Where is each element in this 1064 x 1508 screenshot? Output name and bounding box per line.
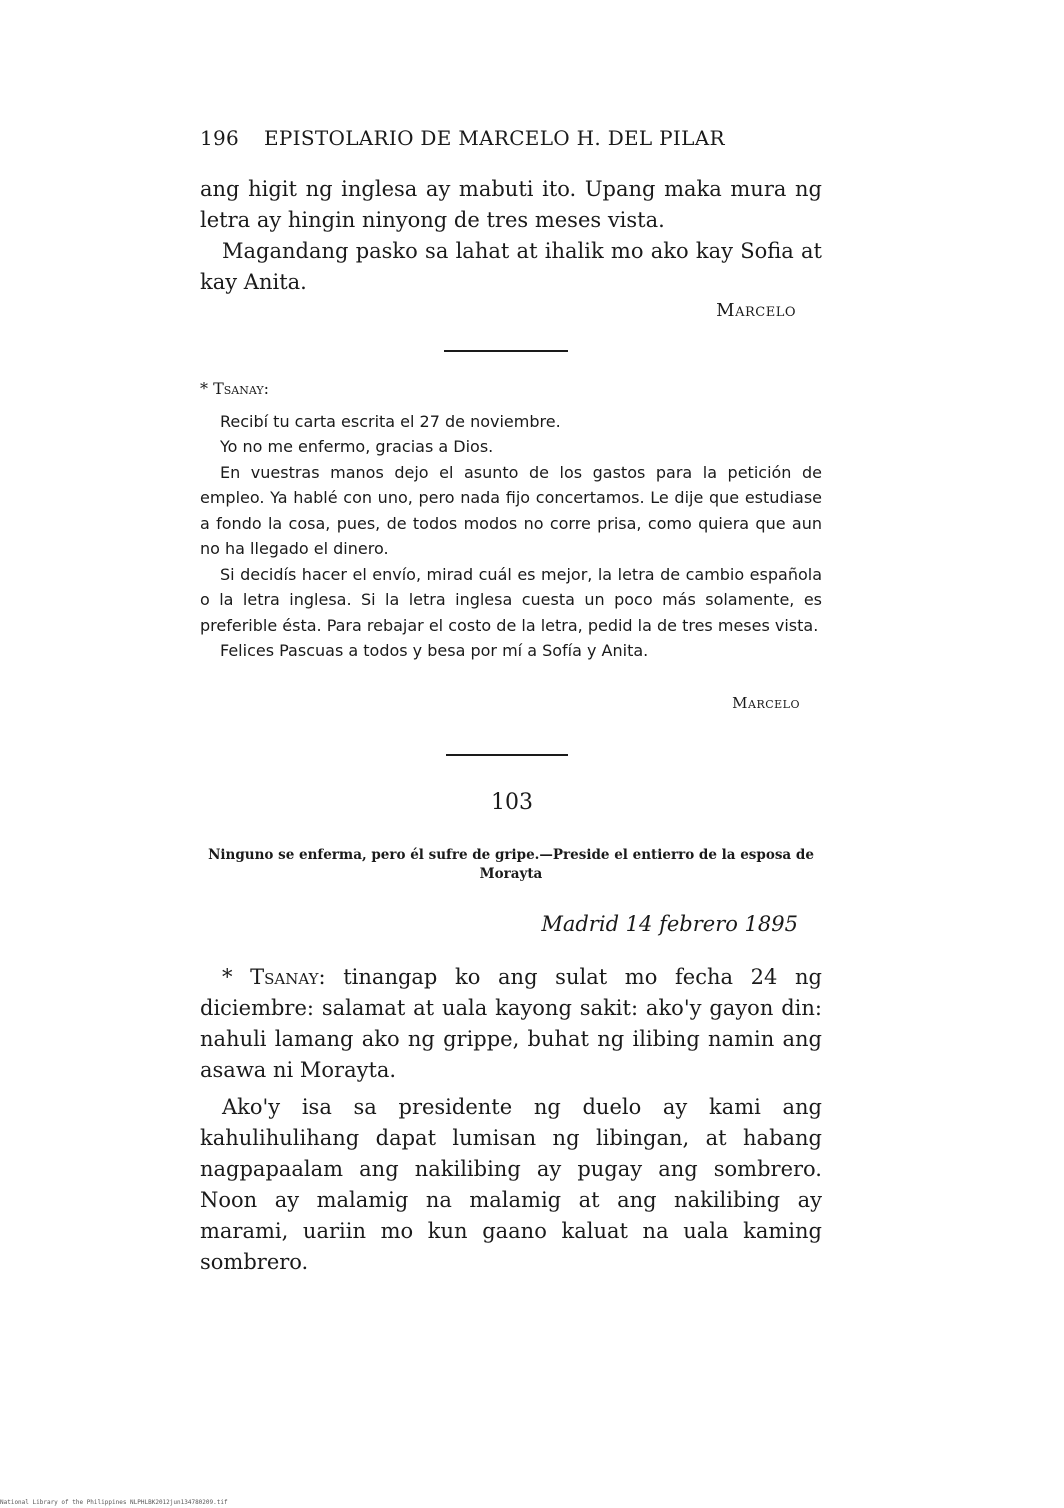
running-title: EPISTOLARIO DE MARCELO H. DEL PILAR <box>264 126 725 150</box>
section-divider <box>444 350 568 352</box>
note-signature: Marcelo <box>732 694 800 712</box>
first-letter-paragraph: ang higit ng inglesa ay mabuti ito. Upang maka mura ng letra ay hingin ninyong de tres meses vista. <box>200 177 822 232</box>
first-letter-body <box>200 174 822 298</box>
note-heading: * Tsanay: <box>200 379 270 398</box>
first-letter-signature: Marcelo <box>716 300 796 321</box>
page-number: 196 <box>200 126 240 150</box>
letter-paragraph-text: tinangap ko ang sulat mo fecha 24 ng diciembre: salamat at uala kayong sakit: ako'y gayon din: nahuli lamang ako ng grippe, buhat ng ilibing namin ang asawa ni Morayta. <box>200 965 822 1082</box>
note-paragraph: En vuestras manos dejo el asunto de los gastos para la petición de empleo. Ya hablé con uno, pero nada fijo concertamos. Le dije que estudiase a fondo la cosa, pues, de todos modos no corre prisa, como quiera que aun no ha llegado el dinero. <box>200 462 822 558</box>
note-paragraph: Yo no me enfermo, gracias a Dios. <box>220 437 494 456</box>
scan-footer: National Library of the Philippines NLPHLBK2012jun134780209.tif <box>0 1499 228 1506</box>
section-divider <box>446 754 568 756</box>
note-paragraph: Recibí tu carta escrita el 27 de noviembre. <box>220 411 561 431</box>
translation-note <box>200 376 822 664</box>
letter-paragraph <box>200 962 822 1086</box>
letter-summary: Ninguno se enferma, pero él sufre de gripe.—Preside el entierro de la esposa de Morayta <box>208 847 814 882</box>
running-header <box>200 126 800 150</box>
letter-paragraph: Ako'y isa sa presidente ng duelo ay kami ang kahulihulihang dapat lumisan ng libingan, at habang nagpapaalam ang nakilibing ay pugay ang sombrero. Noon ay malamig na malamig at ang nakilibing ay marami, uariin mo kun gaano kaluat na uala kaming sombrero. <box>200 1095 822 1274</box>
note-paragraph: Si decidís hacer el envío, mirad cuál es mejor, la letra de cambio española o la letra inglesa. Si la letra inglesa cuesta un poco más solamente, es preferible ésta. Para rebajar el costo de la letra, pedid la de tres meses vista. <box>200 564 822 635</box>
letter-body <box>200 962 822 1278</box>
first-letter-paragraph: Magandang pasko sa lahat at ihalik mo ako kay Sofia at kay Anita. <box>200 239 822 294</box>
letter-dateline: Madrid 14 febrero 1895 <box>541 912 798 936</box>
letter-salutation: * Tsanay: <box>222 965 326 989</box>
letter-number: 103 <box>491 790 533 815</box>
note-paragraph: Felices Pascuas a todos y besa por mí a Sofía y Anita. <box>220 641 649 660</box>
